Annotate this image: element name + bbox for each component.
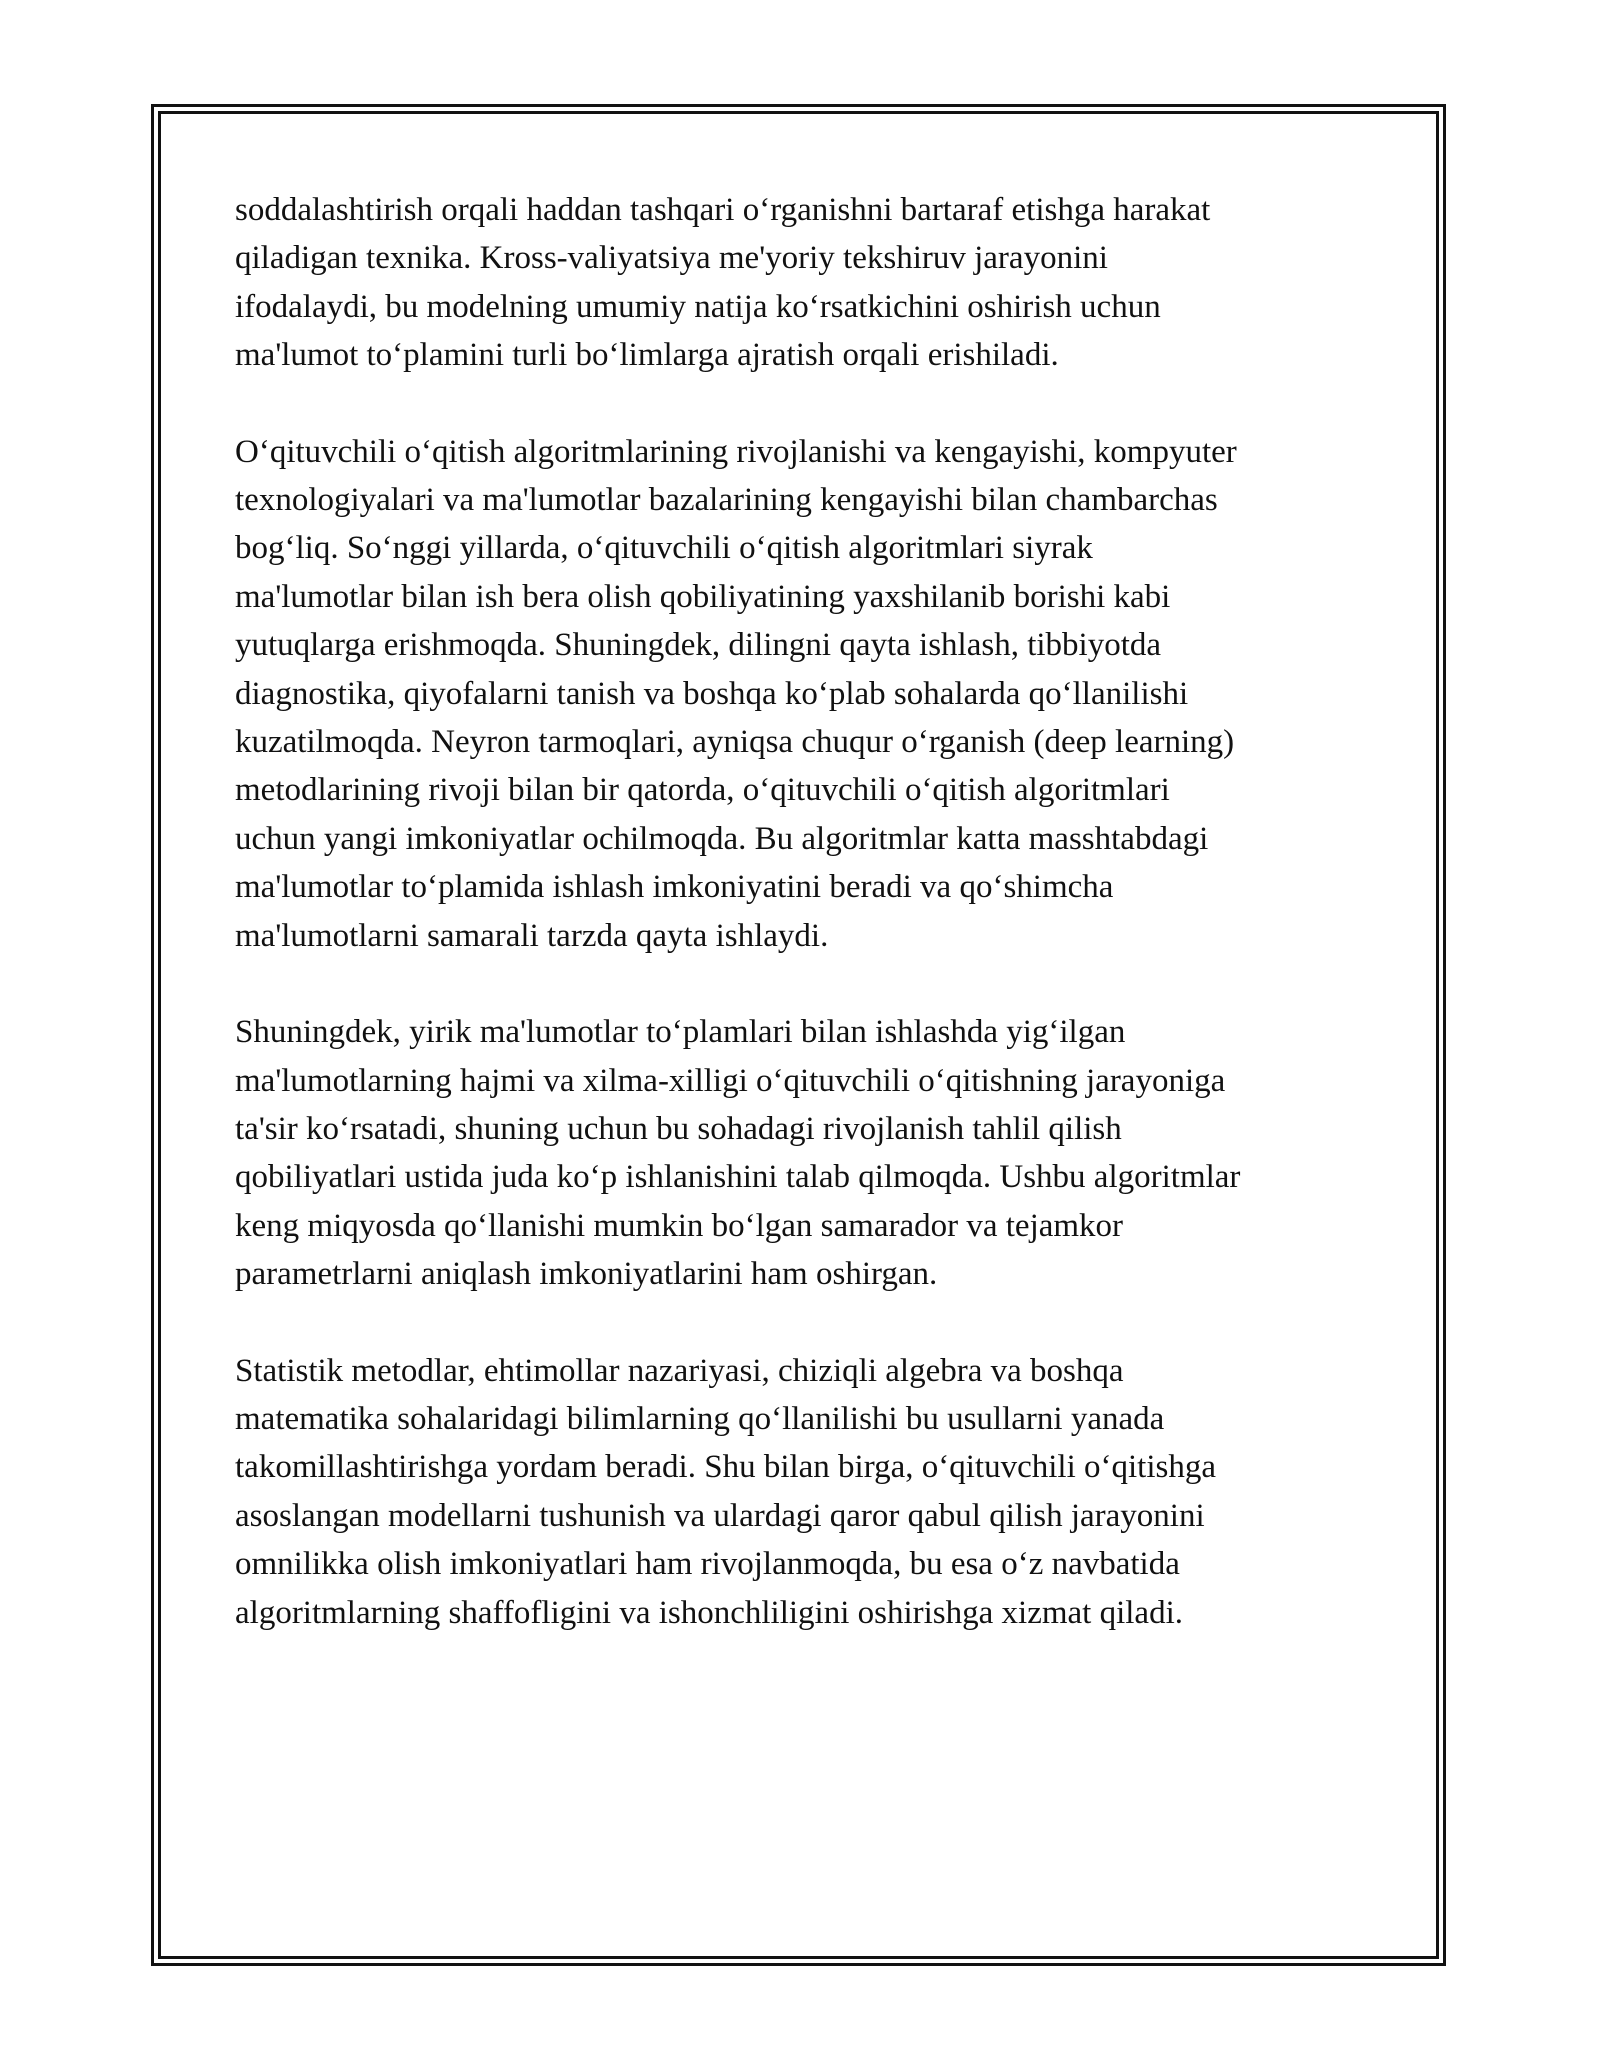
text-line: diagnostika, qiyofalarni tanish va boshqa ko‘plab sohalarda qo‘llanilishi [235,675,1189,712]
text-line: ma'lumot to‘plamini turli bo‘limlarga ajratish orqali erishiladi. [235,337,1059,374]
text-line: uchun yangi imkoniyatlar ochilmoqda. Bu algoritmlar katta masshtabdagi [235,820,1209,857]
paragraph-3 [235,1008,1365,1298]
text-line: parametrlarni aniqlash imkoniyatlarini ham oshirgan. [235,1256,938,1293]
text-line: soddalashtirish orqali haddan tashqari o‘rganishni bartaraf etishga harakat [235,192,1211,228]
paragraph-4 [235,1347,1365,1637]
paragraph-1 [235,186,1365,380]
text-line: texnologiyalari va ma'lumotlar bazalarining kengayishi bilan chambarchas [235,482,1218,519]
text-line: Statistik metodlar, ehtimollar nazariyasi, chiziqli algebra va boshqa [235,1352,1124,1389]
text-line: ma'lumotlar bilan ish bera olish qobiliyatining yaxshilanib borishi kabi [235,578,1171,615]
text-line: ma'lumotlarni samarali tarzda qayta ishlaydi. [235,917,829,954]
text-line: metodlarining rivoji bilan bir qatorda, o‘qituvchili o‘qitish algoritmlari [235,772,1170,809]
text-line: kuzatilmoqda. Neyron tarmoqlari, ayniqsa chuqur o‘rganish (deep learning) [235,724,1235,761]
text-line: bog‘liq. So‘nggi yillarda, o‘qituvchili o‘qitish algoritmlari siyrak [235,530,1093,567]
text-line: ma'lumotlarning hajmi va xilma-xilligi o‘qituvchili o‘qitishning jarayoniga [235,1062,1226,1099]
text-line: Shuningdek, yirik ma'lumotlar to‘plamlari bilan ishlashda yig‘ilgan [235,1014,1126,1051]
text-line: matematika sohalaridagi bilimlarning qo‘llanilishi bu usullarni yanada [235,1400,1165,1437]
text-line: asoslangan modellarni tushunish va ulardagi qaror qabul qilish jarayonini [235,1497,1205,1534]
text-line: qiladigan texnika. Kross-valiyatsiya me'yoriy tekshiruv jarayonini [235,240,1108,277]
text-line: ta'sir ko‘rsatadi, shuning uchun bu sohadagi rivojlanish tahlil qilish [235,1110,1122,1147]
text-line: O‘qituvchili o‘qitish algoritmlarining rivojlanishi va kengayishi, kompyuter [235,433,1237,470]
text-line: keng miqyosda qo‘llanishi mumkin bo‘lgan samarador va tejamkor [235,1207,1124,1244]
text-line: ma'lumotlar to‘plamida ishlash imkoniyatini beradi va qo‘shimcha [235,869,1114,906]
paragraph-2 [235,428,1365,960]
text-line: qobiliyatlari ustida juda ko‘p ishlanishini talab qilmoqda. Ushbu algoritmlar [235,1159,1241,1196]
text-line: takomillashtirishga yordam beradi. Shu bilan birga, o‘qituvchili o‘qitishga [235,1449,1216,1486]
text-line: algoritmlarning shaffofligini va ishonchliligini oshirishga xizmat qiladi. [235,1594,1183,1631]
text-line: ifodalaydi, bu modelning umumiy natija ko‘rsatkichini oshirish uchun [235,288,1161,325]
text-line: yutuqlarga erishmoqda. Shuningdek, dilingni qayta ishlash, tibbiyotda [235,627,1162,664]
document-body [235,186,1365,1685]
text-line: omnilikka olish imkoniyatlari ham rivojlanmoqda, bu esa o‘z navbatida [235,1546,1180,1583]
